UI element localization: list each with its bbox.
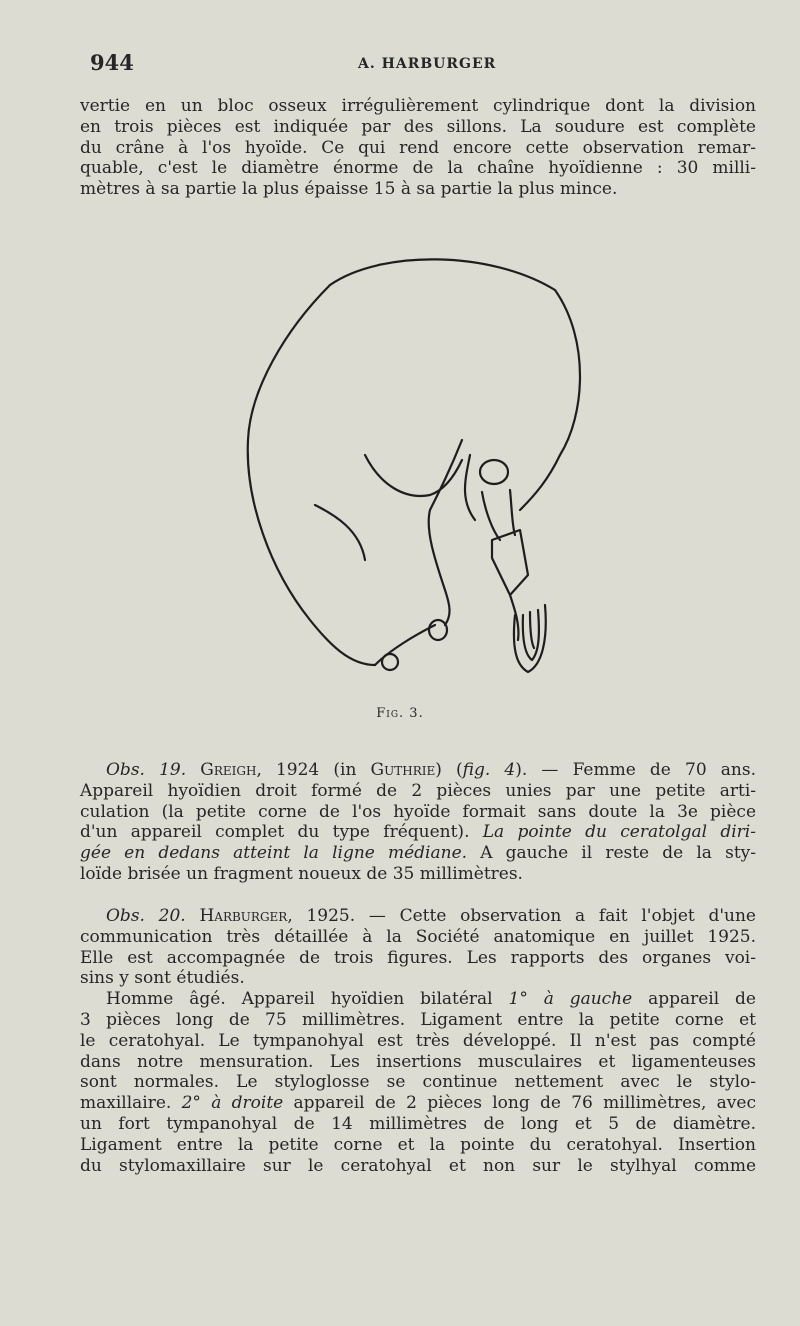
text-line: dans notre mensuration. Les insertions musculaires et ligamenteuses [80, 1051, 756, 1072]
styloid-segment [492, 530, 528, 595]
jaw-loop-2 [382, 654, 398, 670]
text-line: Ligament entre la petite corne et la pointe du ceratohyal. Insertion [80, 1134, 756, 1155]
skull-drawing-svg [230, 240, 600, 700]
text-line: Appareil hyoïdien droit formé de 2 pièces unies par une petite arti- [80, 780, 756, 801]
text-line [80, 989, 756, 1010]
obs19-label: Obs. 19. [106, 760, 187, 780]
text-line: en trois pièces est indiquée par des sillons. La soudure est complète [80, 116, 756, 137]
page-number: 944 [90, 50, 134, 75]
obs20-author: Harburger [199, 906, 288, 926]
text-line: loïde brisée un fragment noueux de 35 millimètres. [80, 863, 523, 884]
text-line: culation (la petite corne de l'os hyoïde formait sans doute la 3e pièce [80, 801, 756, 822]
text-line: le ceratohyal. Le tympanohyal est très développé. Il n'est pas compté [80, 1030, 756, 1051]
obs20-italic-text: 2° à droite [181, 1093, 284, 1114]
text-line [80, 1093, 756, 1114]
obs19-italic-text: La pointe du ceratolgal diri- [482, 822, 756, 843]
text-line: sont normales. Le styloglosse se continue nettement avec le stylo- [80, 1072, 756, 1093]
obs20-text: , 1925. — Cette observation a fait l'objet d'une [287, 906, 756, 926]
text-line: du crâne à l'os hyoïde. Ce qui rend encore cette observation remar- [80, 137, 756, 158]
text-line: Elle est accompagnée de trois figures. Les rapports des organes voi- [80, 947, 756, 968]
cranium-back [248, 285, 375, 665]
styloid-upper-2 [510, 490, 515, 535]
figure-caption-text: Fig. 3. [376, 706, 424, 721]
obs19-text: ). — Femme de 70 ans. [515, 760, 756, 780]
obs20-text: appareil de [632, 989, 756, 1010]
obs20-italic-text: 1° à gauche [508, 989, 633, 1010]
text-line [80, 843, 756, 864]
obs19-text: d'un appareil complet du type fréquent). [80, 822, 483, 843]
observation-19 [80, 760, 756, 885]
ear-ring [480, 460, 508, 484]
text-line: sins y sont étudiés. [80, 968, 245, 989]
obs20-text: Homme âgé. Appareil hyoïdien bilatéral [106, 989, 509, 1010]
text-line: quable, c'est le diamètre énorme de la chaîne hyoïdienne : 30 milli- [80, 158, 756, 179]
obs19-text: , 1924 (in [256, 760, 371, 780]
obs19-text: ) ( [435, 760, 463, 780]
styloid-upper [482, 492, 500, 540]
figure-caption [0, 706, 800, 721]
obs19-line-1 [80, 760, 756, 781]
obs19-italic-text: gée en dedans atteint la ligne médiane. [80, 843, 468, 864]
jaw-loop-1 [429, 620, 447, 640]
text-line: 3 pièces long de 75 millimètres. Ligament entre la petite corne et [80, 1009, 756, 1030]
obs19-author: Greigh [200, 760, 257, 780]
ramus-back [465, 455, 475, 520]
text-line: vertie en un bloc osseux irrégulièrement cylindrique dont la division [80, 96, 756, 116]
obs19-fig-ref: fig. 4 [462, 760, 516, 780]
text-line: du stylomaxillaire sur le ceratohyal et non sur le stylhyal comme [80, 1155, 756, 1176]
obs19-author2: Guthrie [370, 760, 436, 780]
text-line: mètres à sa partie la plus épaisse 15 à sa partie la plus mince. [80, 179, 618, 200]
orbit-curve [315, 505, 365, 560]
obs20-text: appareil de 2 pièces long de 76 millimètres, avec [283, 1093, 756, 1114]
text-line: un fort tympanohyal de 14 millimètres de long et 5 de diamètre. [80, 1113, 756, 1134]
obs19-text: A gauche il reste de la sty- [467, 843, 757, 864]
hyoid-hook-mid [530, 612, 534, 648]
obs20-line-1 [80, 906, 756, 927]
jaw-edge [375, 625, 435, 665]
running-title: A. HARBURGER [358, 56, 497, 72]
top-paragraph [80, 96, 756, 200]
text-line [80, 822, 756, 843]
skull-hyoid-line-drawing [230, 240, 600, 700]
observation-20 [80, 906, 756, 1176]
text-line: communication très détaillée à la Société anatomique en juillet 1925. [80, 926, 756, 947]
page-header [90, 50, 760, 80]
obs20-label: Obs. 20. [106, 906, 186, 926]
obs20-text: maxillaire. [80, 1093, 182, 1114]
